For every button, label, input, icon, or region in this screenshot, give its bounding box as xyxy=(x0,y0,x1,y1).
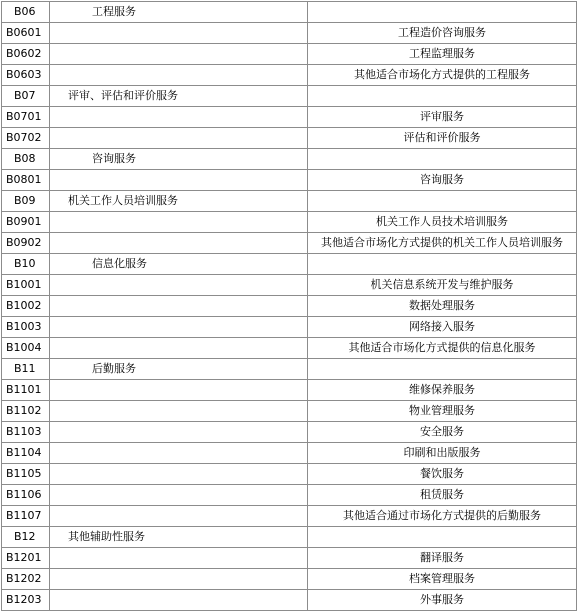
item-cell: 档案管理服务 xyxy=(308,569,577,590)
code-cell: B11 xyxy=(2,359,50,380)
code-cell: B06 xyxy=(2,2,50,23)
item-row xyxy=(2,65,577,86)
code-cell: B1101 xyxy=(2,380,50,401)
category-cell xyxy=(50,275,308,296)
category-cell: 工程服务 xyxy=(50,2,308,23)
category-cell xyxy=(50,23,308,44)
category-cell: 后勤服务 xyxy=(50,359,308,380)
category-row xyxy=(2,149,577,170)
code-cell: B08 xyxy=(2,149,50,170)
code-cell: B1202 xyxy=(2,569,50,590)
code-cell: B1001 xyxy=(2,275,50,296)
table-body xyxy=(2,2,577,611)
category-cell xyxy=(50,569,308,590)
category-cell xyxy=(50,212,308,233)
item-cell: 其他适合通过市场化方式提供的后勤服务 xyxy=(308,506,577,527)
item-row xyxy=(2,23,577,44)
item-cell: 其他适合市场化方式提供的机关工作人员培训服务 xyxy=(308,233,577,254)
item-row xyxy=(2,443,577,464)
category-cell: 咨询服务 xyxy=(50,149,308,170)
category-row xyxy=(2,86,577,107)
item-row xyxy=(2,464,577,485)
item-cell: 餐饮服务 xyxy=(308,464,577,485)
category-cell xyxy=(50,44,308,65)
item-cell: 外事服务 xyxy=(308,590,577,611)
item-cell: 翻译服务 xyxy=(308,548,577,569)
category-cell xyxy=(50,296,308,317)
item-cell xyxy=(308,527,577,548)
code-cell: B1004 xyxy=(2,338,50,359)
category-cell xyxy=(50,233,308,254)
category-cell: 其他辅助性服务 xyxy=(50,527,308,548)
category-row xyxy=(2,527,577,548)
item-cell: 其他适合市场化方式提供的工程服务 xyxy=(308,65,577,86)
item-cell xyxy=(308,149,577,170)
category-cell xyxy=(50,128,308,149)
code-cell: B1104 xyxy=(2,443,50,464)
category-cell xyxy=(50,65,308,86)
item-cell: 咨询服务 xyxy=(308,170,577,191)
item-cell: 印刷和出版服务 xyxy=(308,443,577,464)
code-cell: B0901 xyxy=(2,212,50,233)
category-row xyxy=(2,2,577,23)
code-cell: B0602 xyxy=(2,44,50,65)
category-row xyxy=(2,254,577,275)
item-row xyxy=(2,44,577,65)
item-cell: 网络接入服务 xyxy=(308,317,577,338)
item-row xyxy=(2,338,577,359)
code-cell: B10 xyxy=(2,254,50,275)
category-cell xyxy=(50,380,308,401)
code-cell: B0601 xyxy=(2,23,50,44)
code-cell: B1107 xyxy=(2,506,50,527)
item-row xyxy=(2,590,577,611)
code-cell: B0603 xyxy=(2,65,50,86)
category-cell: 机关工作人员培训服务 xyxy=(50,191,308,212)
item-row xyxy=(2,485,577,506)
item-row xyxy=(2,401,577,422)
category-cell: 评审、评估和评价服务 xyxy=(50,86,308,107)
item-row xyxy=(2,275,577,296)
item-cell: 评估和评价服务 xyxy=(308,128,577,149)
code-cell: B07 xyxy=(2,86,50,107)
category-cell xyxy=(50,590,308,611)
item-cell: 租赁服务 xyxy=(308,485,577,506)
item-row xyxy=(2,569,577,590)
item-row xyxy=(2,212,577,233)
code-cell: B1002 xyxy=(2,296,50,317)
category-row xyxy=(2,191,577,212)
category-cell xyxy=(50,464,308,485)
item-cell: 维修保养服务 xyxy=(308,380,577,401)
code-cell: B1105 xyxy=(2,464,50,485)
code-cell: B1003 xyxy=(2,317,50,338)
item-cell: 评审服务 xyxy=(308,107,577,128)
code-cell: B0701 xyxy=(2,107,50,128)
code-cell: B1203 xyxy=(2,590,50,611)
item-row xyxy=(2,548,577,569)
item-row xyxy=(2,170,577,191)
item-cell: 数据处理服务 xyxy=(308,296,577,317)
item-cell xyxy=(308,2,577,23)
code-cell: B09 xyxy=(2,191,50,212)
code-cell: B12 xyxy=(2,527,50,548)
category-cell xyxy=(50,317,308,338)
category-cell xyxy=(50,401,308,422)
item-cell: 安全服务 xyxy=(308,422,577,443)
category-cell xyxy=(50,338,308,359)
item-row xyxy=(2,296,577,317)
item-cell xyxy=(308,359,577,380)
item-cell: 机关工作人员技术培训服务 xyxy=(308,212,577,233)
service-catalog-table xyxy=(1,1,577,611)
category-row xyxy=(2,359,577,380)
item-row xyxy=(2,506,577,527)
category-cell xyxy=(50,548,308,569)
category-cell xyxy=(50,485,308,506)
category-cell xyxy=(50,107,308,128)
category-cell xyxy=(50,170,308,191)
code-cell: B0801 xyxy=(2,170,50,191)
category-cell xyxy=(50,506,308,527)
code-cell: B0702 xyxy=(2,128,50,149)
item-cell xyxy=(308,191,577,212)
item-cell: 机关信息系统开发与维护服务 xyxy=(308,275,577,296)
code-cell: B0902 xyxy=(2,233,50,254)
code-cell: B1103 xyxy=(2,422,50,443)
item-cell xyxy=(308,254,577,275)
code-cell: B1201 xyxy=(2,548,50,569)
code-cell: B1106 xyxy=(2,485,50,506)
category-cell: 信息化服务 xyxy=(50,254,308,275)
item-row xyxy=(2,422,577,443)
category-cell xyxy=(50,443,308,464)
item-cell: 工程造价咨询服务 xyxy=(308,23,577,44)
code-cell: B1102 xyxy=(2,401,50,422)
item-row xyxy=(2,128,577,149)
category-cell xyxy=(50,422,308,443)
item-cell: 物业管理服务 xyxy=(308,401,577,422)
item-cell xyxy=(308,86,577,107)
item-cell: 工程监理服务 xyxy=(308,44,577,65)
item-row xyxy=(2,107,577,128)
item-row xyxy=(2,317,577,338)
item-cell: 其他适合市场化方式提供的信息化服务 xyxy=(308,338,577,359)
item-row xyxy=(2,233,577,254)
item-row xyxy=(2,380,577,401)
